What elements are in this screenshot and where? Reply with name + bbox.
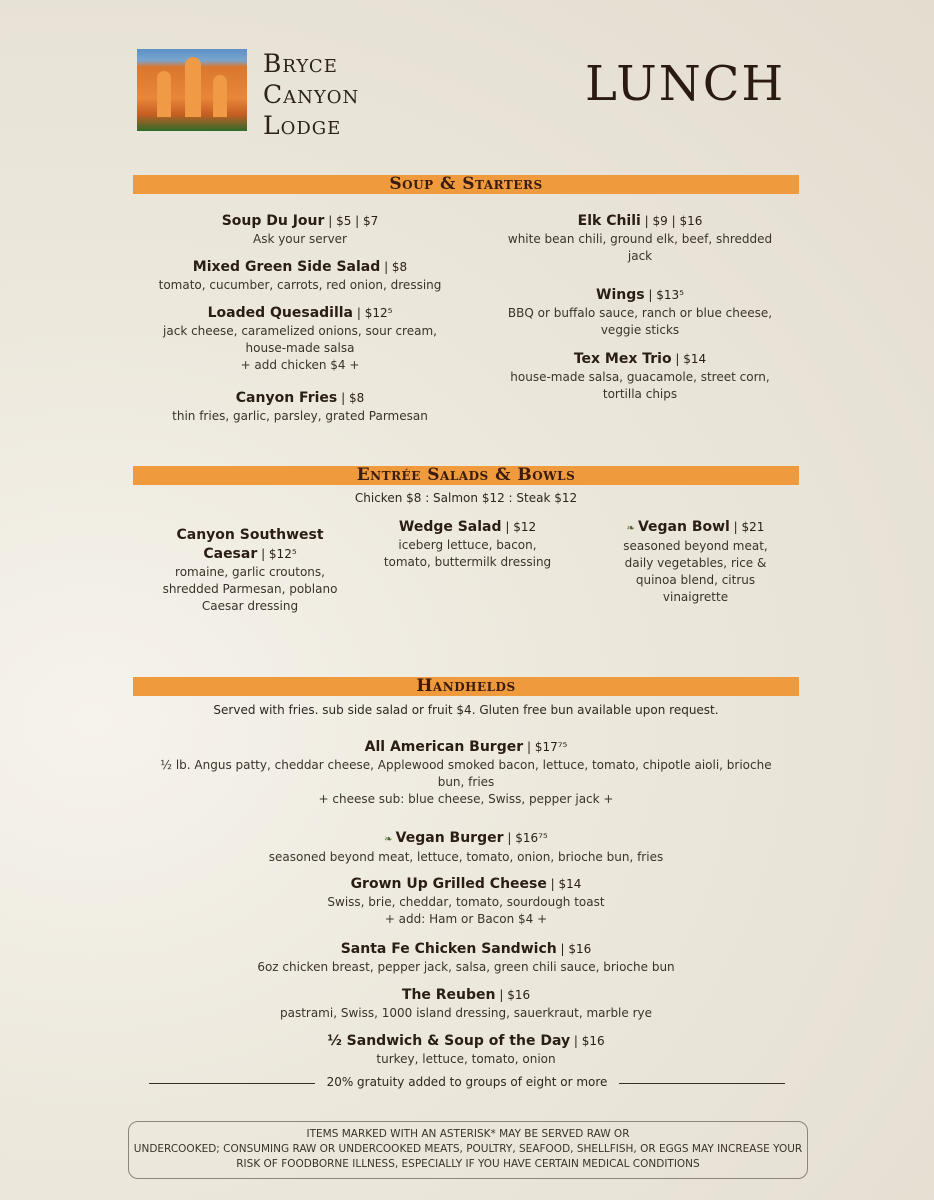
item-name: Mixed Green Side Salad (192, 259, 381, 275)
item-title (505, 286, 775, 305)
divider-right (619, 1083, 785, 1084)
item-title (505, 350, 775, 369)
disclaimer-line: UNDERCOOKED; CONSUMING RAW OR UNDERCOOKED MEATS, POULTRY, SEAFOOD, SHELLFISH, OR EGGS MAY INCREASE YOUR (133, 1143, 803, 1155)
item-title (150, 526, 350, 564)
item-name: Tex Mex Trio (573, 351, 672, 367)
item-description: turkey, lettuce, tomato, onion (376, 1052, 556, 1066)
section-heading-handhelds: Handhelds (133, 677, 799, 696)
menu-item (150, 526, 350, 615)
item-name: Elk Chili (577, 213, 641, 229)
item-description: seasoned beyond meat, lettuce, tomato, onion, brioche bun, fries (268, 850, 664, 864)
item-title (140, 258, 460, 277)
item-price: | $8 (380, 260, 408, 274)
lodge-logo (137, 49, 247, 131)
menu-item (140, 258, 460, 294)
item-title (150, 1032, 782, 1051)
item-title (150, 738, 782, 757)
item-name: Grown Up Grilled Cheese (350, 876, 547, 892)
menu-item (140, 389, 460, 425)
protein-addons: Chicken $8 : Salmon $12 : Steak $12 (354, 491, 578, 505)
divider-left (149, 1083, 315, 1084)
menu-item (608, 518, 783, 606)
menu-item (150, 940, 782, 976)
leaf-icon: ❧ (626, 523, 635, 534)
lodge-name-line: Bryce (263, 49, 338, 78)
item-name: Vegan Burger (395, 830, 504, 846)
item-price: | $21 (729, 520, 765, 534)
item-description: thin fries, garlic, parsley, grated Parmesan (172, 409, 428, 423)
gratuity-note: 20% gratuity added to groups of eight or more (326, 1075, 608, 1089)
item-addon: + cheese sub: blue cheese, Swiss, pepper jack + (318, 792, 614, 806)
item-addon: + add: Ham or Bacon $4 + (384, 912, 548, 926)
lodge-name (263, 48, 359, 141)
item-price: | $12 (501, 520, 537, 534)
item-title (150, 986, 782, 1005)
item-name: Wings (596, 287, 645, 303)
menu-item (150, 875, 782, 928)
menu-item (150, 738, 782, 808)
item-description: 6oz chicken breast, pepper jack, salsa, green chili sauce, brioche bun (257, 960, 675, 974)
menu-item (140, 212, 460, 248)
item-description: house-made salsa, guacamole, street corn, tortilla chips (510, 370, 770, 401)
item-description: jack cheese, caramelized onions, sour cream, house-made salsa (163, 324, 437, 355)
item-price: | $14 (671, 352, 707, 366)
item-price: | $16⁷⁵ (503, 831, 548, 845)
item-price: | $13⁵ (644, 288, 684, 302)
menu-item (505, 286, 775, 339)
lodge-name-line: Canyon (263, 80, 360, 109)
item-price: | $16 (556, 942, 592, 956)
item-description: white bean chili, ground elk, beef, shredded jack (507, 232, 773, 263)
menu-title: LUNCH (585, 56, 786, 112)
item-name: Vegan Bowl (637, 519, 730, 535)
item-name: Wedge Salad (398, 519, 502, 535)
item-description: BBQ or buffalo sauce, ranch or blue cheese, veggie sticks (507, 306, 773, 337)
item-description: tomato, cucumber, carrots, red onion, dressing (158, 278, 442, 292)
handhelds-note: Served with fries. sub side salad or fruit $4. Gluten free bun available upon request. (213, 703, 719, 717)
item-name: Soup Du Jour (221, 213, 325, 229)
lodge-name-line: Lodge (263, 111, 342, 140)
item-title (150, 940, 782, 959)
hoodoo-shape (213, 75, 227, 117)
section-heading-soup: Soup & Starters (133, 175, 799, 194)
menu-item (150, 829, 782, 866)
item-name: Santa Fe Chicken Sandwich (340, 941, 557, 957)
item-price: | $8 (337, 391, 365, 405)
item-title (505, 212, 775, 231)
item-name: Canyon Southwest Caesar (176, 527, 324, 562)
item-name: Canyon Fries (235, 390, 338, 406)
item-price: | $5 | $7 (324, 214, 379, 228)
item-title (375, 518, 560, 537)
item-price: | $14 (546, 877, 582, 891)
item-name: ½ Sandwich & Soup of the Day (327, 1033, 571, 1049)
hoodoo-shape (185, 57, 201, 117)
item-price: | $16 (495, 988, 531, 1002)
item-description: romaine, garlic croutons, shredded Parmesan, poblano Caesar dressing (162, 565, 338, 613)
item-description: Swiss, brie, cheddar, tomato, sourdough toast (327, 895, 605, 909)
item-price: | $12⁵ (353, 306, 393, 320)
menu-item (505, 350, 775, 403)
item-name: The Reuben (401, 987, 496, 1003)
menu-item (150, 986, 782, 1022)
item-title (140, 212, 460, 231)
leaf-icon: ❧ (384, 834, 393, 845)
menu-item (150, 304, 450, 374)
item-title (150, 875, 782, 894)
item-price: | $16 (570, 1034, 605, 1048)
item-title (140, 389, 460, 408)
disclaimer-line: RISK OF FOODBORNE ILLNESS, ESPECIALLY IF YOU HAVE CERTAIN MEDICAL CONDITIONS (236, 1158, 700, 1170)
item-price: | $17⁷⁵ (523, 740, 568, 754)
item-title (150, 829, 782, 849)
item-price: | $12⁵ (257, 547, 297, 561)
food-safety-disclaimer (128, 1121, 808, 1179)
item-description: iceberg lettuce, bacon, tomato, buttermilk dressing (383, 538, 552, 569)
disclaimer-line: ITEMS MARKED WITH AN ASTERISK* MAY BE SERVED RAW OR (306, 1128, 630, 1140)
item-description: ½ lb. Angus patty, cheddar cheese, Applewood smoked bacon, lettuce, tomato, chipotle aioli, brioche bun, fries (160, 758, 772, 789)
item-description: Ask your server (252, 232, 347, 246)
item-name: All American Burger (364, 739, 524, 755)
section-heading-salads: Entrée Salads & Bowls (133, 466, 799, 485)
item-title (608, 518, 783, 538)
menu-item (375, 518, 560, 571)
item-addon: + add chicken $4 + (240, 358, 360, 372)
menu-item (150, 1032, 782, 1068)
item-title (150, 304, 450, 323)
menu-item (505, 212, 775, 265)
item-description: seasoned beyond meat, daily vegetables, rice & quinoa blend, citrus vinaigrette (623, 539, 768, 604)
item-description: pastrami, Swiss, 1000 island dressing, sauerkraut, marble rye (279, 1006, 653, 1020)
hoodoo-shape (157, 71, 171, 117)
item-price: | $9 | $16 (640, 214, 703, 228)
item-name: Loaded Quesadilla (207, 305, 354, 321)
